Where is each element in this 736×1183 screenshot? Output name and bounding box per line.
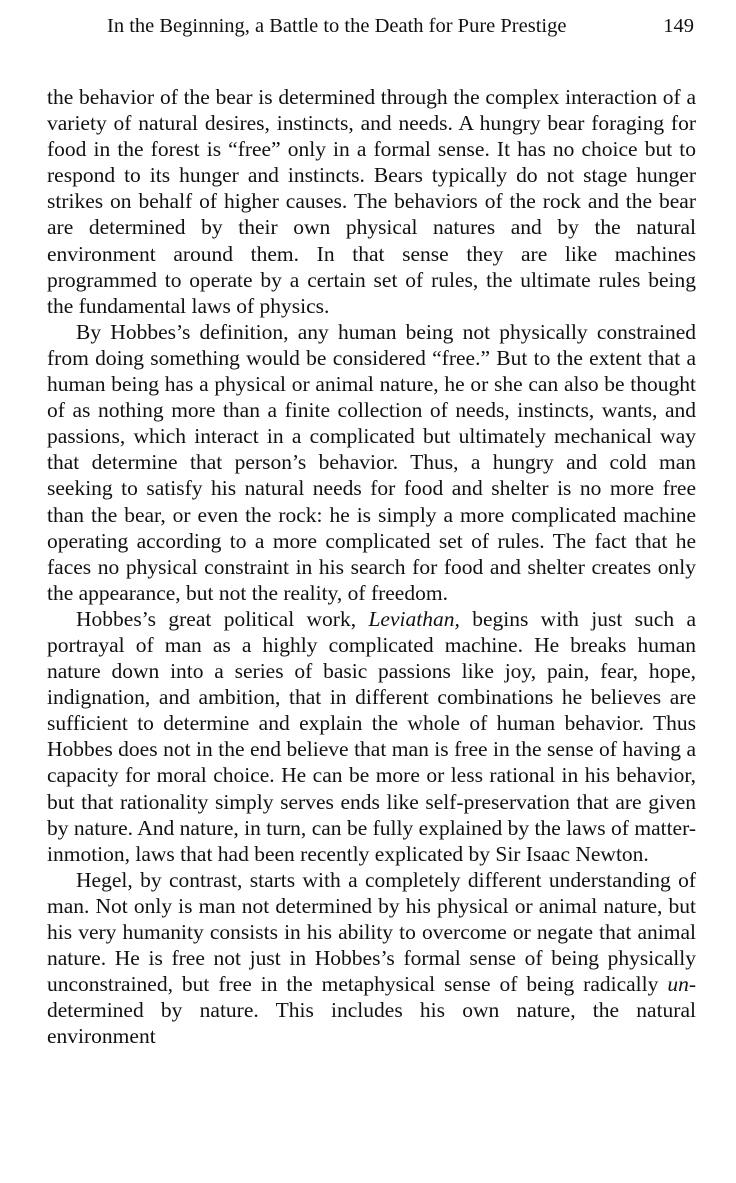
paragraph-1-text: the behavior of the bear is determined through the complex interaction of a variety of natural desires, instincts, and needs. A hungry bear foraging for food in the forest is “free” only in a formal sense. It has no choice but to respond to its hunger and instincts. Bears typically do not stage hunger strikes on behalf of higher causes. The behaviors of the rock and the bear are determined by their own physical natures and by the natural environment around them. In that sense they are like machines programmed to operate by a certain set of rules, the ultimate rules being the fundamental laws of physics. [47, 85, 696, 318]
paragraph-2-text: By Hobbes’s definition, any human being not physically constrained from doing something would be considered “free.” But to the extent that a human being has a physical or animal nature, he or she can also be thought of as nothing more than a finite collection of needs, instincts, wants, and passions, which interact in a complicated but ultimately mechanical way that determine that person’s behavior. Thus, a hungry and cold man seeking to satisfy his natural needs for food and shelter is no more free than the bear, or even the rock: he is simply a more complicated machine operating according to a more complicated set of rules. The fact that he faces no physical constraint in his search for food and shelter creates only the appearance, but not the reality, of freedom. [47, 319, 696, 605]
page-number: 149 [663, 15, 694, 37]
body-text [47, 84, 696, 1049]
book-title-leviathan: Leviathan, [368, 606, 460, 631]
italic-prefix-un: un [667, 972, 689, 997]
book-page [47, 10, 696, 1049]
paragraph-1 [47, 84, 696, 319]
paragraph-3-text-end: begins with just such a portrayal of man as a highly complicated machine. He breaks human nature down into a series of basic passions like joy, pain, fear, hope, indignation, and ambition, that in different combinations he believes are sufficient to determine and explain the whole of human behavior. Thus Hobbes does not in the end believe that man is free in the sense of having a capacity for moral choice. He can be more or less rational in his behavior, but that rationality simply serves ends like self-preservation that are given by nature. And nature, in turn, can be fully explained by the laws of matter-inmotion, laws that had been recently explicated by Sir Isaac Newton. [47, 606, 696, 866]
running-title: In the Beginning, a Battle to the Death for Pure Prestige [107, 15, 567, 37]
paragraph-2 [47, 319, 696, 606]
paragraph-3 [47, 606, 696, 867]
paragraph-4-text-end: -determined by nature. This includes his own nature, the natural environment [47, 972, 696, 1049]
paragraph-4 [47, 867, 696, 1050]
running-header [47, 10, 696, 42]
paragraph-3-text-start: Hobbes’s great political work, [76, 606, 369, 631]
paragraph-4-text-start: Hegel, by contrast, starts with a completely different understanding of man. Not only is man not determined by his physical or animal nature, but his very humanity consists in his ability to overcome or negate that animal nature. He is free not just in Hobbes’s formal sense of being physically unconstrained, but free in the metaphysical sense of being radically [47, 867, 696, 997]
